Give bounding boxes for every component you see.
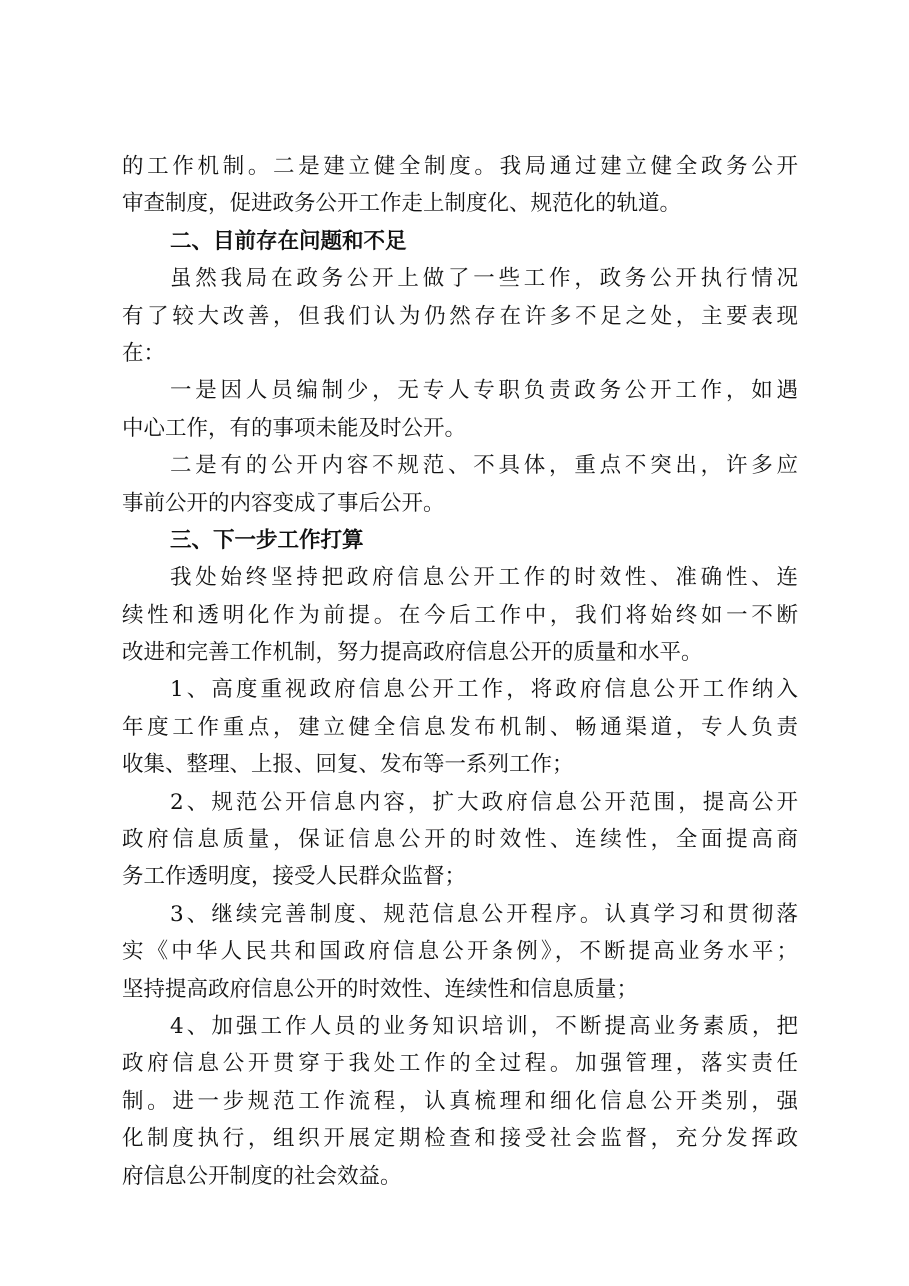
paragraph [122,148,798,223]
paragraph-line: 虽然我局在政务公开上做了一些工作，政务公开执行情况 [170,266,798,292]
paragraph-line: 1、高度重视政府信息公开工作，将政府信息公开工作纳入 [170,677,798,703]
paragraph [122,1008,798,1195]
paragraph-line: 务工作透明度，接受人民群众监督； [122,864,467,890]
paragraph [122,671,798,783]
paragraph-line: 改进和完善工作机制，努力提高政府信息公开的质量和水平。 [122,640,703,666]
paragraph-line: 有了较大改善，但我们认为仍然存在许多不足之处，主要表现 [122,303,798,329]
paragraph [122,260,798,372]
paragraph [122,447,798,522]
paragraph-line: 审查制度，促进政务公开工作走上制度化、规范化的轨道。 [122,191,682,217]
paragraph-line: 中心工作，有的事项未能及时公开。 [122,415,467,441]
paragraph-line: 我处始终坚持把政府信息公开工作的时效性、准确性、连 [170,565,798,591]
paragraph-line: 化制度执行，组织开展定期检查和接受社会监督，充分发挥政 [122,1126,798,1152]
heading-text: 三、下一步工作打算 [170,527,364,553]
paragraph-line: 2、规范公开信息内容，扩大政府信息公开范围，提高公开 [170,789,798,815]
document-page [122,148,798,1195]
paragraph [122,559,798,671]
paragraph-line: 坚持提高政府信息公开的时效性、连续性和信息质量； [122,976,639,1002]
paragraph [122,896,798,1008]
paragraph-line: 在： [122,340,166,366]
section-heading [122,223,798,260]
paragraph-line: 政府信息质量，保证信息公开的时效性、连续性，全面提高商 [122,827,798,853]
paragraph-line: 4、加强工作人员的业务知识培训，不断提高业务素质，把 [170,1013,798,1039]
paragraph-line: 政府信息公开贯穿于我处工作的全过程。加强管理，落实责任 [122,1051,798,1077]
heading-text: 二、目前存在问题和不足 [170,228,407,254]
paragraph [122,372,798,447]
paragraph-line: 收集、整理、上报、回复、发布等一系列工作； [122,752,574,778]
paragraph-line: 年度工作重点，建立健全信息发布机制、畅通渠道，专人负责 [122,714,798,740]
paragraph-line: 的工作机制。二是建立健全制度。我局通过建立健全政务公开 [122,154,798,179]
paragraph-line: 续性和透明化作为前提。在今后工作中，我们将始终如一不断 [122,602,798,628]
paragraph-line: 3、继续完善制度、规范信息公开程序。认真学习和贯彻落 [170,901,798,927]
paragraph-line: 二是有的公开内容不规范、不具体，重点不突出，许多应 [170,453,798,479]
paragraph-line: 实《中华人民共和国政府信息公开条例》，不断提高业务水平； [122,939,798,965]
section-heading [122,522,798,559]
paragraph-line: 府信息公开制度的社会效益。 [122,1163,402,1189]
paragraph-line: 一是因人员编制少，无专人专职负责政务公开工作，如遇 [170,378,798,404]
paragraph-line: 制。进一步规范工作流程，认真梳理和细化信息公开类别，强 [122,1088,798,1114]
paragraph [122,784,798,896]
paragraph-line: 事前公开的内容变成了事后公开。 [122,490,445,516]
